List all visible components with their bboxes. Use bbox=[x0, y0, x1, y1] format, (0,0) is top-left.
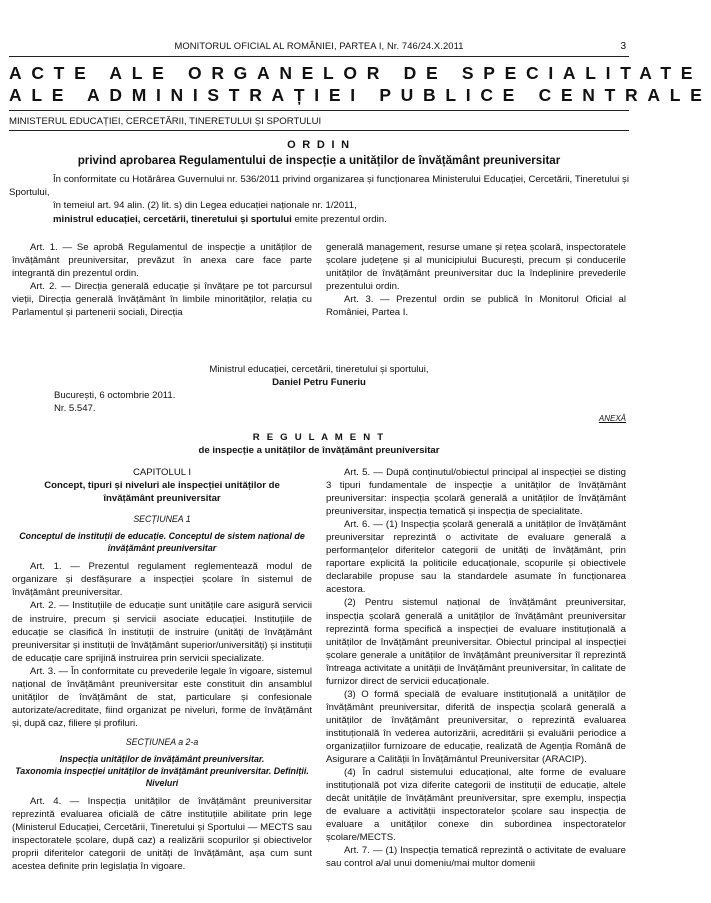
article-paragraph: Art. 1. — Se aprobă Regulamentul de inspecție a unităților de învățământ preuniversitar, prevăzut în anexa care face parte integrantă din prezentul ordin. bbox=[12, 242, 312, 280]
section-number: SECȚIUNEA 1 bbox=[133, 514, 191, 525]
chapter-title: Concept, tipuri și niveluri ale inspecției unităților de învățământ preuniversitar bbox=[44, 480, 280, 505]
article-paragraph: Art. 6. — (1) Inspecția școlară generală a unităților de învățământ preuniversitar reprezintă o activitate de evaluare generală a performanțelor diferitelor categorii de unități de învățământ, prin raportare explicită la politicile educaționale, scopurile și obiectivele declarabile propuse sau la standardele asumate în funcționarea acestora. bbox=[326, 519, 626, 596]
preamble-paragraph: În conformitate cu Hotărârea Guvernului nr. 536/2011 privind organizarea și funcționarea Ministerului Educației, Cercetării, Tineretului și Sportului, bbox=[9, 174, 629, 199]
minister-label: ministrul educației, cercetării, tineretului și sportului bbox=[53, 213, 292, 225]
section-heading bbox=[12, 514, 312, 554]
article-paragraph: generală management, resurse umane și rețea școlară, inspectoratele școlare județene și al municipiului București, precum și conducerile unităților de învățământ preuniversitar duc la îndeplinire prevederile prezentului ordin. bbox=[326, 242, 626, 293]
article-paragraph: Art. 3. — Prezentul ordin se publică în Monitorul Oficial al României, Partea I. bbox=[326, 294, 626, 319]
regulament-right-column bbox=[326, 466, 626, 870]
section-number: SECȚIUNEA a 2-a bbox=[125, 736, 199, 747]
chapter-heading bbox=[12, 466, 312, 505]
preamble-enactment bbox=[9, 213, 629, 226]
article-paragraph: Art. 5. — După conținutul/obiectul principal al inspecției se disting 3 tipuri fundamentale de inspecție a unităților de învățământ preuniversitar: inspecția școlară generală a unităților de învățământ preuniversitar, inspecția tematică și inspecția de specialitate. bbox=[326, 467, 626, 518]
ordin-title: O R D I N bbox=[287, 139, 351, 151]
regulament-left-column bbox=[12, 466, 312, 873]
article-paragraph: Art. 4. — Inspecția unităților de învățământ preuniversitar reprezintă evaluarea oficială de către instituțiile abilitate prin lege (Ministerul Educației, Cercetării, Tineretului și Sportului — MECTS sau inspectoratele școlare, după caz) a realizării scopurilor și obiectivelor proprii diferitelor categorii de unități de învățământ, așa cum sunt acestea definite prin legislația în vigoare. bbox=[12, 796, 312, 873]
section-divider bbox=[9, 110, 629, 111]
signer-name: Daniel Petru Funeriu bbox=[272, 377, 366, 388]
ministry-divider bbox=[9, 130, 629, 131]
article-paragraph: Art. 2. — Instituțiile de educație sunt unitățile care asigură servicii de instruire, precum și servicii asociate educației. Instituțiile de educație se clasifică în instituții de instruire (unități de învățământ preuniversitar și instituții de învățământ superior/universități) și instituții de educație care sprijină instruirea prin servicii specializate. bbox=[12, 600, 312, 664]
section-title: Inspecția unităților de învățământ preuniversitar. bbox=[59, 753, 265, 764]
article-paragraph: Art. 1. — Prezentul regulament reglementează modul de organizare și desfășurare a inspecției școlare în sistemul de învățământ preuniversitar. bbox=[12, 561, 312, 599]
chapter-number: CAPITOLUL I bbox=[132, 467, 192, 478]
header-divider bbox=[9, 56, 629, 57]
article-paragraph: (2) Pentru sistemul național de învățământ preuniversitar, inspecția școlară generală a unităților de învățământ preuniversitar reprezintă forma specifică a inspecției de evaluare instituțională a unităților de învățământ preuniversitar. Obiectul principal al inspecției școlare generale a unităților de învățământ preuniversitar îl reprezintă întreaga activitate a unității de învățământ preuniversitar, în calitate de furnizor direct de servicii educaționale. bbox=[326, 597, 626, 687]
article-paragraph: Art. 3. — În conformitate cu prevederile legale în vigoare, sistemul național de învățământ preuniversitar este constituit din ansamblul unităților de învățământ de stat, particulare și confesionale autorizate/acreditate, fiind organizat pe niveluri, forme de învățământ și, după caz, filiere și profiluri. bbox=[12, 665, 312, 729]
section-title-line1: ACTE ALE ORGANELOR DE SPECIALITATE bbox=[9, 63, 703, 83]
page-number: 3 bbox=[620, 41, 626, 52]
ordin-subtitle: privind aprobarea Regulamentului de inspecție a unităților de învățământ preuniversitar bbox=[77, 154, 561, 167]
article-paragraph: (4) În cadrul sistemului educațional, alte forme de evaluare instituțională pot viza diferite categorii de instituții de educație, altele decât unitățile de învățământ preuniversitar, spre exemplu, inspecția de evaluare a activității inspectoratelor școlare sau inspecția de evaluare a unităților conexe din subordinea inspectoratelor școlare/MECTS. bbox=[326, 767, 626, 844]
preamble-paragraph: în temeiul art. 94 alin. (2) lit. s) din Legea educației naționale nr. 1/2011, bbox=[53, 200, 357, 212]
page-header bbox=[0, 40, 638, 54]
section-title-line2: ALE ADMINISTRAȚIEI PUBLICE CENTRALE bbox=[9, 85, 711, 105]
anexa-label: ANEXĂ bbox=[598, 414, 626, 423]
ministry-name: MINISTERUL EDUCAȚIEI, CERCETĂRII, TINERETULUI ȘI SPORTULUI bbox=[9, 116, 322, 127]
regulament-subtitle: de inspecție a unităților de învățământ preuniversitar bbox=[198, 445, 440, 456]
header-title: MONITORUL OFICIAL AL ROMÂNIEI, PARTEA I, Nr. 746/24.X.2011 bbox=[174, 40, 464, 51]
section-title: Conceptul de instituții de educație. Conceptul de sistem național de învățământ preuniversitar bbox=[19, 531, 305, 554]
section-heading bbox=[12, 737, 312, 789]
place-date: București, 6 octombrie 2011. bbox=[54, 390, 176, 401]
order-number: Nr. 5.547. bbox=[54, 403, 96, 415]
ordin-preamble bbox=[9, 173, 629, 226]
place-date-number bbox=[54, 389, 175, 415]
signer-title: Ministrul educației, cercetării, tineretului și sportului, bbox=[209, 364, 429, 375]
ordin-right-column bbox=[326, 241, 626, 319]
enactment-text: emite prezentul ordin. bbox=[291, 213, 387, 225]
regulament-title: R E G U L A M E N T bbox=[252, 432, 386, 443]
article-paragraph: Art. 2. — Direcția generală educație și învățare pe tot parcursul vieții, Direcția generală învățământ în limbile minorităților, relația cu Parlamentul și partenerii sociali, Direcția bbox=[12, 281, 312, 319]
section-title: Taxonomia inspecției unităților de învățământ preuniversitar. Definiții. Niveluri bbox=[15, 765, 309, 789]
ordin-left-column bbox=[12, 241, 312, 319]
article-paragraph: (3) O formă specială de evaluare instituțională a unităților de învățământ preuniversitar, diferită de inspecția școlară generală a unităților de învățământ preuniversitar, o reprezintă evaluarea instituțională în vederea autorizării, acreditării și evaluării periodice a organizațiilor furnizoare de educație, realizată de Agenția Română de Asigurare a Calității în Învățământul Preuniversitar (ARACIP). bbox=[326, 688, 626, 766]
article-paragraph: Art. 7. — (1) Inspecția tematică reprezintă o activitate de evaluare sau control a/al unui domeniu/mai multor domenii bbox=[326, 845, 626, 870]
